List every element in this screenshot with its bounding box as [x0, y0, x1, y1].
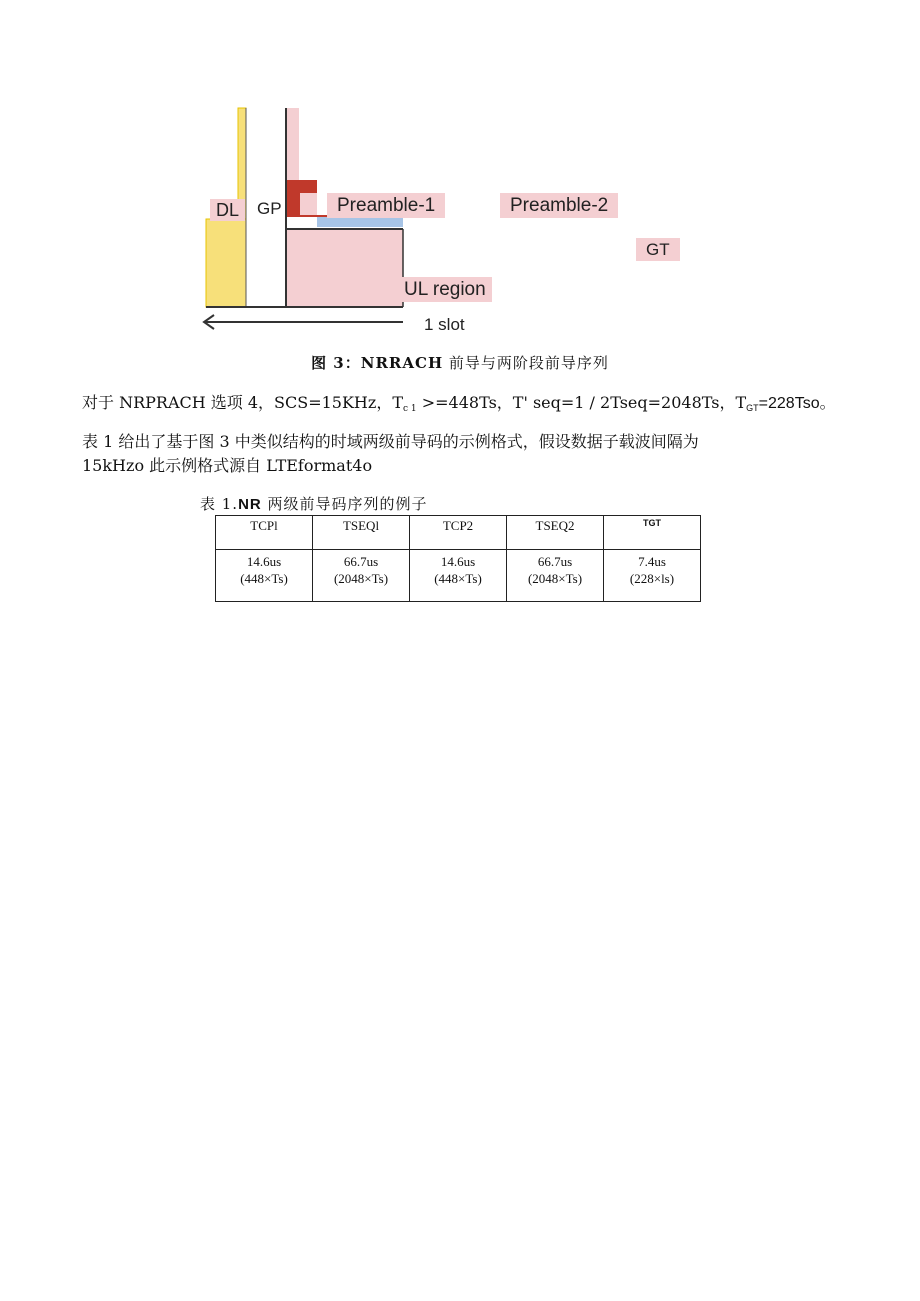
table-header-cell: TSEQ2 [507, 516, 604, 550]
table-header-cell: TGT [604, 516, 701, 550]
cell-samples: (2048×Ts) [333, 571, 389, 586]
cell-samples: (2048×Ts) [527, 571, 583, 586]
table-cell [216, 550, 313, 602]
ul-region-block [286, 230, 403, 307]
cell-duration: 14.6us [440, 554, 476, 569]
table-title-bold: NR [238, 496, 262, 513]
gp-label: GP [257, 199, 282, 218]
gt-label: GT [636, 238, 680, 261]
cell-duration: 14.6us [246, 554, 282, 569]
ul-region-label: UL region [398, 277, 492, 302]
table-cell [604, 550, 701, 602]
paragraph1-sub-b: GT [746, 403, 759, 413]
table-row [216, 550, 701, 602]
paragraph1-text-c: =228Tso。 [758, 395, 836, 412]
preamble-2-label: Preamble-2 [500, 193, 618, 218]
preamble-1-label: Preamble-1 [327, 193, 445, 218]
paragraph1-sub-a: c 1 [403, 404, 417, 414]
table-header-row [216, 516, 701, 550]
cp-inner [300, 193, 317, 216]
table-cell [313, 550, 410, 602]
table-title-prefix: 表 1. [200, 495, 239, 513]
table-title-rest: 两级前导码序列的例子 [261, 495, 428, 513]
table-title [200, 493, 428, 514]
table-cell [507, 550, 604, 602]
cell-duration: 66.7us [537, 554, 573, 569]
figure-caption [0, 352, 920, 373]
paragraph-table-intro-line2: 15kHzo 此示例格式源自 LTEformat4o [82, 456, 373, 475]
caption-prefix: 图 3：NRRACH [311, 354, 444, 372]
cell-duration: 7.4us [638, 554, 666, 569]
preamble-format-table [215, 515, 701, 602]
slot-label: 1 slot [424, 315, 465, 334]
table-cell [410, 550, 507, 602]
cell-samples: (448×Ts) [434, 571, 482, 586]
table-header-cell: TCP2 [410, 516, 507, 550]
table-header-cell: TCPl [216, 516, 313, 550]
ul-top-strip [287, 108, 299, 180]
prach-structure-figure [0, 0, 920, 345]
table-header-cell: TSEQl [313, 516, 410, 550]
dl-block [206, 219, 246, 307]
dl-label: DL [210, 199, 245, 221]
paragraph1-text-b: >=448Ts，T' seq=1 / 2Tseq=2048Ts，T [416, 393, 747, 412]
paragraph-table-intro-line1: 表 1 给出了基于图 3 中类似结构的时域两级前导码的示例格式，假设数据子载波间隔为 [82, 432, 699, 451]
paragraph1-text-a: 对于 NRPRACH 选项 4，SCS=15KHz，T [82, 393, 403, 412]
cell-samples: (228×ls) [629, 571, 675, 586]
cell-samples: (448×Ts) [240, 571, 288, 586]
caption-text: 前导与两阶段前导序列 [443, 354, 609, 372]
cell-duration: 66.7us [343, 554, 379, 569]
paragraph-prach-option [82, 392, 836, 420]
